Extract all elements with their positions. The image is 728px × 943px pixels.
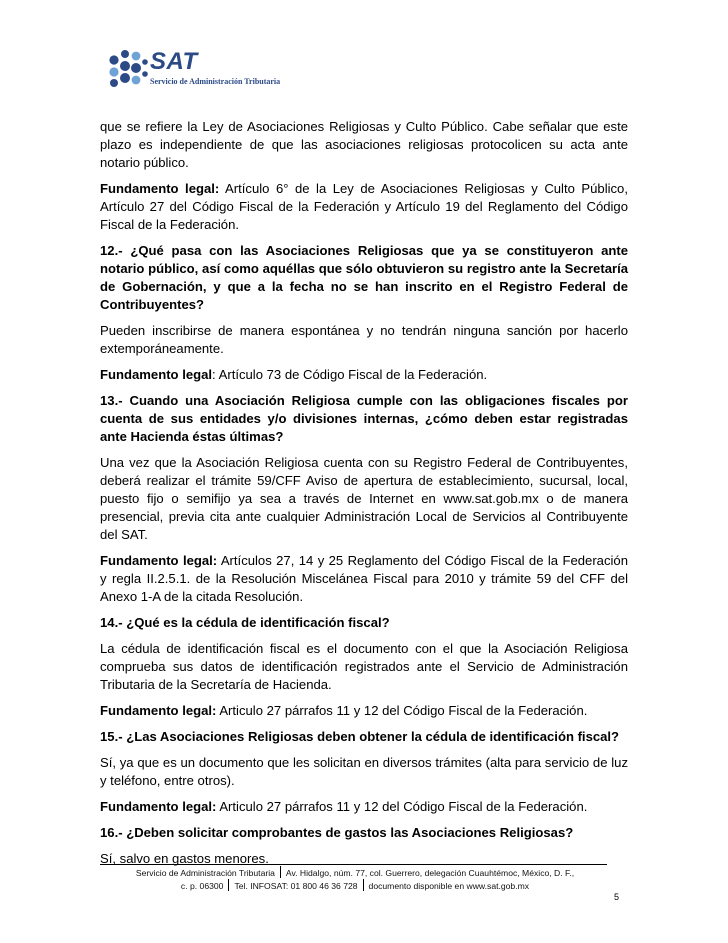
paragraph-text: Pueden inscribirse de manera espontánea y no tendrán ninguna sanción por hacerlo extemporáneamente. xyxy=(100,323,628,356)
footer-separator xyxy=(228,879,229,891)
footer-organization: Servicio de Administración Tributaria xyxy=(135,868,275,878)
paragraph-text: que se refiere la Ley de Asociaciones Religiosas y Culto Público. Cabe señalar que este plazo es independiente de que las asociaciones religiosas protocolicen su acta ante notario público. xyxy=(100,119,628,170)
paragraph-text: La cédula de identificación fiscal es el documento con el que la Asociación Religiosa comprueba sus datos de identificación registrados ante el Servicio de Administración Tributaria de la Secretaría de Hacienda. xyxy=(100,641,628,692)
paragraph-text: Articulo 27 párrafos 11 y 12 del Código Fiscal de la Federación. xyxy=(216,703,588,718)
paragraph xyxy=(100,366,628,384)
sat-logo-dots-icon xyxy=(108,48,148,88)
document-body xyxy=(100,118,628,876)
paragraph-bold-text: 14.- ¿Qué es la cédula de identificación fiscal? xyxy=(100,615,390,630)
sat-logo-subtitle: Servicio de Administración Tributaria xyxy=(150,77,281,86)
paragraph xyxy=(100,392,628,446)
paragraph-bold-text: 15.- ¿Las Asociaciones Religiosas deben obtener la cédula de identificación fiscal? xyxy=(100,729,620,744)
footer-line-2 xyxy=(100,879,610,892)
paragraph xyxy=(100,118,628,172)
paragraph-text: : Artículo 73 de Código Fiscal de la Federación. xyxy=(212,367,488,382)
paragraph-bold-text: 13.- Cuando una Asociación Religiosa cumple con las obligaciones fiscales por cuenta de sus entidades y/o divisiones internas, ¿cómo deben estar registradas ante Hacienda éstas últimas? xyxy=(100,393,628,444)
paragraph-bold-text: Fundamento legal: xyxy=(100,703,217,718)
paragraph-bold-text: Fundamento legal: xyxy=(100,181,220,196)
paragraph-text: Artículo 6° de la Ley de Asociaciones Religiosas y Culto Público, Artículo 27 del Código Fiscal de la Federación y Artículo 19 del Reglamento del Código Fiscal de la Federación. xyxy=(100,181,628,232)
paragraph-text: Una vez que la Asociación Religiosa cuenta con su Registro Federal de Contribuyentes, deberá realizar el trámite 59/CFF Aviso de apertura de establecimiento, sucursal, local, puesto fijo o semifijo ya sea a través de Internet en www.sat.gob.mx o de manera presencial, previa cita ante cualquier Administración Local de Servicios al Contribuyente del SAT. xyxy=(100,455,628,542)
footer-line-1 xyxy=(100,866,610,879)
footer-website-note: documento disponible en www.sat.gob.mx xyxy=(368,881,530,891)
paragraph xyxy=(100,728,628,746)
paragraph-text: Artículos 27, 14 y 25 Reglamento del Código Fiscal de la Federación y regla II.2.5.1. de la Resolución Miscelánea Fiscal para 2010 y trámite 59 del CFF del Anexo 1-A de la citada Resolución. xyxy=(100,553,628,604)
paragraph xyxy=(100,180,628,234)
paragraph-text: Articulo 27 párrafos 11 y 12 del Código Fiscal de la Federación. xyxy=(216,799,588,814)
paragraph xyxy=(100,242,628,314)
paragraph xyxy=(100,454,628,544)
paragraph xyxy=(100,640,628,694)
footer-address: Av. Hidalgo, núm. 77, col. Guerrero, delegación Cuauhtémoc, México, D. F., xyxy=(285,868,575,878)
footer-divider xyxy=(100,864,607,865)
footer-separator xyxy=(280,866,281,878)
paragraph xyxy=(100,798,628,816)
paragraph-bold-text: 16.- ¿Deben solicitar comprobantes de gastos las Asociaciones Religiosas? xyxy=(100,825,574,840)
sat-logo-wordmark: SAT xyxy=(150,48,198,75)
paragraph xyxy=(100,322,628,358)
paragraph-text: Sí, ya que es un documento que les solicitan en diversos trámites (alta para servicio de luz y teléfono, entre otros). xyxy=(100,755,628,788)
page-footer xyxy=(100,866,610,892)
paragraph xyxy=(100,552,628,606)
paragraph xyxy=(100,614,628,632)
footer-separator xyxy=(363,879,364,891)
sat-logo xyxy=(108,46,308,92)
paragraph-bold-text: 12.- ¿Qué pasa con las Asociaciones Religiosas que ya se constituyeron ante notario público, así como aquéllas que sólo obtuvieron su registro ante la Secretaría de Gobernación, y que a la fecha no se han inscrito en el Registro Federal de Contribuyentes? xyxy=(100,243,628,312)
page-number: 5 xyxy=(614,892,620,902)
paragraph-bold-text: Fundamento legal: xyxy=(100,553,218,568)
paragraph-bold-text: Fundamento legal xyxy=(100,367,213,382)
paragraph-text: Sí, salvo en gastos menores. xyxy=(100,851,269,866)
paragraph xyxy=(100,754,628,790)
paragraph xyxy=(100,702,628,720)
paragraph-bold-text: Fundamento legal: xyxy=(100,799,217,814)
footer-phone: Tel. INFOSAT: 01 800 46 36 728 xyxy=(234,881,358,891)
paragraph xyxy=(100,824,628,842)
footer-postal-code: c. p. 06300 xyxy=(180,881,224,891)
